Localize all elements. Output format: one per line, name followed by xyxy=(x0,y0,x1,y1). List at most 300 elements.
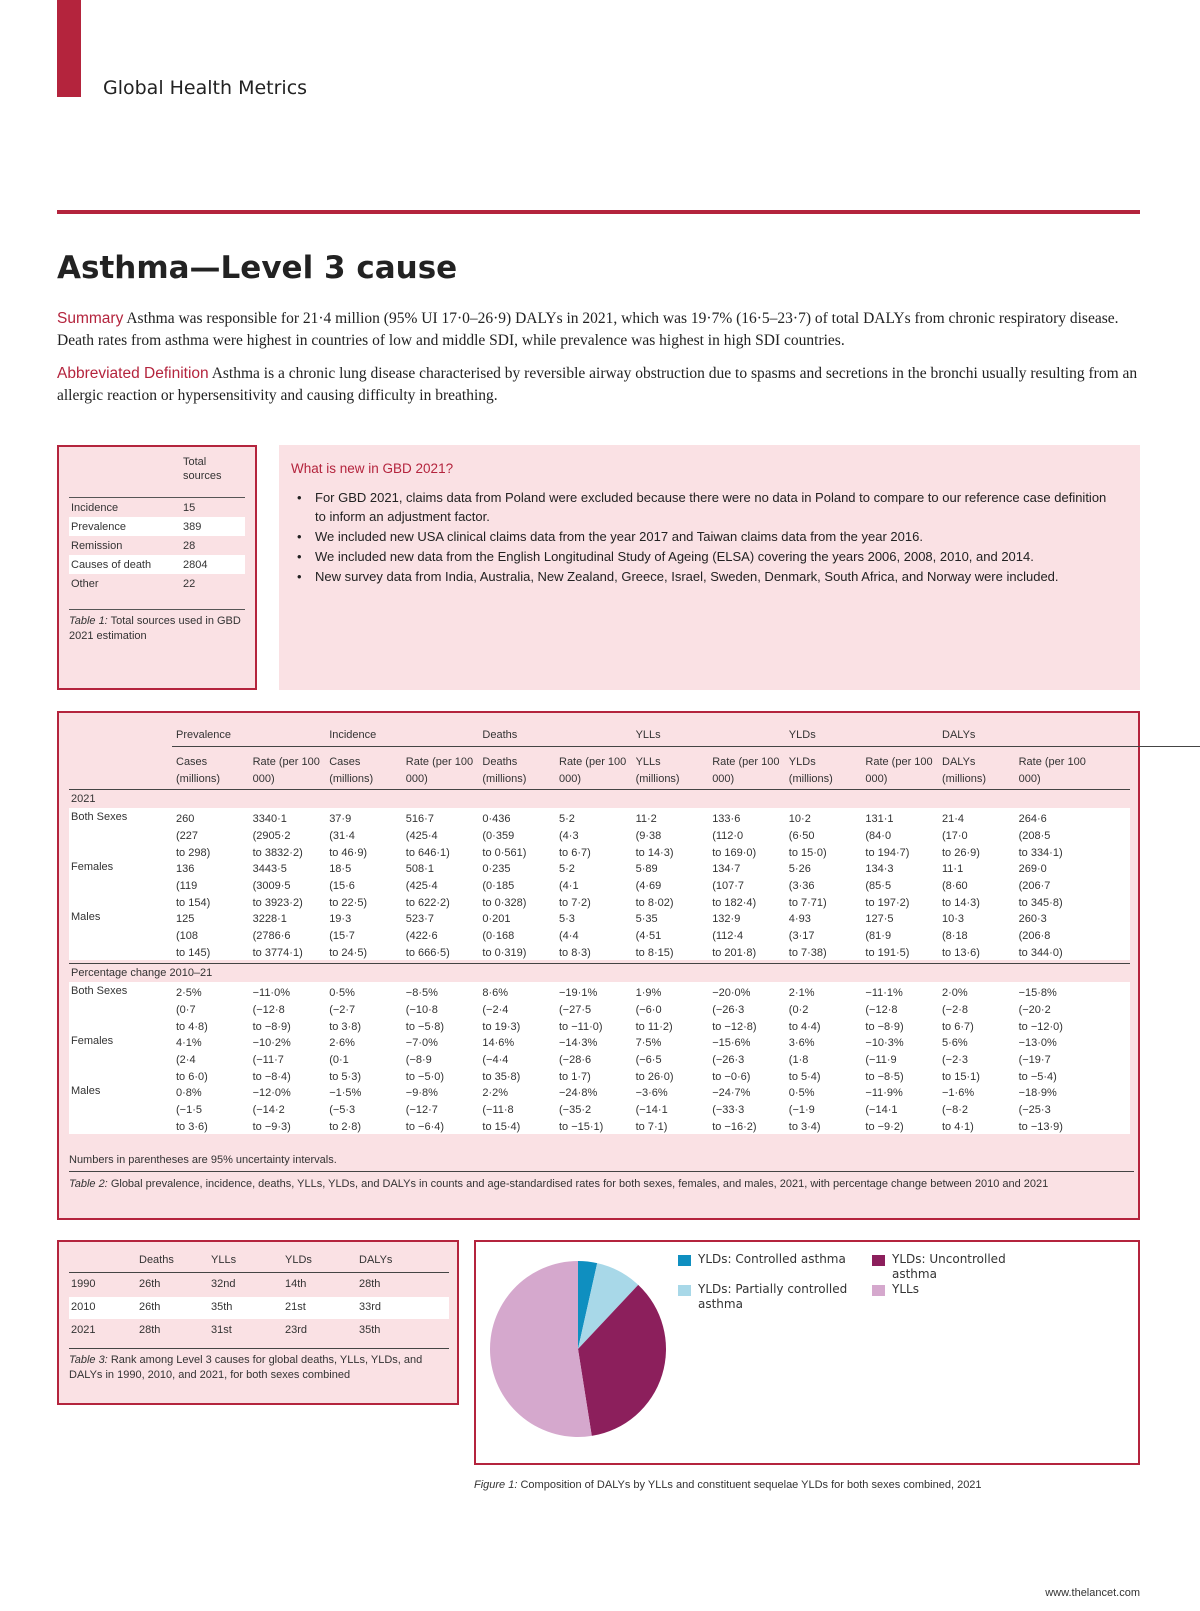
table2-cell xyxy=(789,811,827,862)
table2-cell-line: to −6·4) xyxy=(405,1121,445,1133)
table2-cell-line: (81·9 xyxy=(865,930,892,942)
table2-cell-line: 11·1 xyxy=(942,863,964,875)
table2-cell xyxy=(482,1085,520,1136)
table2-cell-line: (−28·6 xyxy=(559,1054,592,1066)
table2-cell-line: to −5·0) xyxy=(405,1071,445,1083)
table2-cell-line: (4·51 xyxy=(635,930,662,942)
table2-cell xyxy=(789,1085,821,1136)
table2-cell xyxy=(559,911,591,962)
table2-cell xyxy=(329,911,367,962)
table2-cell xyxy=(329,985,361,1036)
table2-cell xyxy=(942,911,980,962)
table3-row xyxy=(69,1274,449,1296)
table2-cell xyxy=(712,1035,750,1086)
table2-cell xyxy=(636,1035,674,1086)
table2-cell-line: 5·89 xyxy=(635,863,658,875)
table3-column-header: YLDs xyxy=(285,1254,312,1266)
table2-cell xyxy=(329,1085,361,1136)
table3-rank: 33rd xyxy=(359,1301,382,1313)
header-rule xyxy=(57,210,1140,214)
table2-cell-line: (0·359 xyxy=(482,830,515,842)
table2-cell-line: to 3·4) xyxy=(788,1121,821,1133)
table2-column-header: YLDs (millions) xyxy=(788,756,833,785)
table2-cell xyxy=(712,985,756,1036)
table2-cell xyxy=(942,985,974,1036)
table2-cell-line: to 154) xyxy=(176,897,211,909)
table2-cell-line: to 345·8) xyxy=(1018,897,1063,909)
table2-cell-line: to 191·5) xyxy=(865,947,910,959)
table3-rank: 14th xyxy=(285,1278,307,1290)
table3-rank: 23rd xyxy=(285,1324,308,1336)
table2-cell-line: to −5·4) xyxy=(1018,1071,1057,1083)
table1-row-label: Prevalence xyxy=(71,520,127,533)
table2-cell-line: (−35·2 xyxy=(559,1104,592,1116)
table2-cell xyxy=(712,811,756,862)
table2-section-label: Percentage change 2010–21 xyxy=(71,967,213,979)
table2-cell-line: −3·6% xyxy=(635,1087,668,1099)
table2-cell-line: (−25·3 xyxy=(1018,1104,1051,1116)
table2-column-header: DALYs (millions) xyxy=(942,756,986,785)
figure1-caption xyxy=(474,1479,982,1491)
table2-cell-line: (8·60 xyxy=(942,880,968,892)
table2-cell-line: (422·6 xyxy=(405,930,438,942)
table2-cell-line: (119 xyxy=(176,880,198,892)
table2-cell xyxy=(176,911,210,962)
table2-cell-line: 37·9 xyxy=(329,813,352,825)
table2-cell-line: 3443·5 xyxy=(252,863,287,875)
table1-row xyxy=(69,498,245,517)
table2-column-header: Rate (per 100 000) xyxy=(559,756,627,785)
table2-cell-line: (107·7 xyxy=(712,880,744,892)
table1-row-value: 2804 xyxy=(183,558,208,571)
table2-cell-line: 134·3 xyxy=(865,863,894,875)
table2-cell xyxy=(636,811,674,862)
table2-cell-line: (−20·2 xyxy=(1018,1004,1051,1016)
table2-cell-line: to 194·7) xyxy=(865,847,910,859)
table2-cell xyxy=(636,861,674,912)
figure1-caption-label: Figure 1: xyxy=(474,1479,518,1491)
table2-cell-line: (4·69 xyxy=(635,880,662,892)
table2-cell-line: (31·4 xyxy=(329,830,355,842)
table2-cell-line: to 14·3) xyxy=(635,847,674,859)
table2-cell-line: to 6·7) xyxy=(942,1021,974,1033)
table2-row-label: Males xyxy=(71,911,101,923)
table2-cell-line: (−6·5 xyxy=(635,1054,662,1066)
table2-cell-line: to 14·3) xyxy=(942,897,980,909)
table2-column-header: Rate (per 100 000) xyxy=(405,756,474,785)
table2-cell xyxy=(176,811,210,862)
table2-cell-line: 132·9 xyxy=(712,913,741,925)
table2-cell-line: 2·5% xyxy=(176,987,202,999)
table2-cell-line: 516·7 xyxy=(405,813,434,825)
table2-row-label: Males xyxy=(71,1085,101,1097)
table2-cell-line: 0·5% xyxy=(788,1087,815,1099)
table2-cell-line: 260·3 xyxy=(1018,913,1047,925)
table2-cell-line: 8·6% xyxy=(482,987,509,999)
table2-cell-line: (208·5 xyxy=(1018,830,1051,842)
table2-group-header: Prevalence xyxy=(176,729,232,741)
table2-cell xyxy=(789,861,827,912)
table2-cell-line: (425·4 xyxy=(405,830,438,842)
table2-cell xyxy=(789,985,821,1036)
table2-cell-line: (−14·1 xyxy=(865,1104,898,1116)
table2-cell-line: to 3832·2) xyxy=(252,847,303,859)
table2-cell-line: (425·4 xyxy=(405,880,438,892)
table2-cell-line: to 3774·1) xyxy=(252,947,303,959)
table2-cell-line: 2·0% xyxy=(942,987,968,999)
table2-caption-label: Table 2: xyxy=(69,1178,108,1190)
table2-cell-line: to −8·9) xyxy=(865,1021,904,1033)
table2-cell xyxy=(482,1035,520,1086)
legend-label: YLDs: Partially controlled asthma xyxy=(698,1282,848,1311)
footer-url: www.thelancet.com xyxy=(1045,1587,1140,1599)
table3-bottom-rule xyxy=(69,1348,449,1349)
table2-cell xyxy=(1019,811,1063,862)
summary-label: Summary xyxy=(57,310,124,327)
table1-header: Total sources xyxy=(183,456,222,482)
table2-cell-line: to −12·8) xyxy=(712,1021,757,1033)
table2-cell-line: −11·0% xyxy=(252,987,290,999)
table2-group-header: YLDs xyxy=(788,729,816,741)
table2-cell-line: (4·4 xyxy=(559,930,579,942)
table2-cell-line: (108 xyxy=(176,930,199,942)
table2-cell-line: to −9·3) xyxy=(252,1121,291,1133)
table2-cell-line: 5·6% xyxy=(942,1037,968,1049)
table2-cell-line: −13·0% xyxy=(1018,1037,1057,1049)
legend-item xyxy=(872,1282,1022,1314)
table2-cell-line: to 8·02) xyxy=(635,897,674,909)
section-title: Global Health Metrics xyxy=(103,77,308,99)
definition-label: Abbreviated Definition xyxy=(57,365,209,382)
page-title: Asthma—Level 3 cause xyxy=(57,250,458,286)
table2-column-header: Rate (per 100 000) xyxy=(252,756,320,785)
table2-group-header: Deaths xyxy=(482,729,518,741)
table2-cell-line: 508·1 xyxy=(405,863,434,875)
legend-label: YLDs: Controlled asthma xyxy=(698,1252,846,1266)
table2-cell xyxy=(789,1035,821,1086)
table2-cell-line: 5·26 xyxy=(788,863,811,875)
table2-cell xyxy=(253,861,303,912)
table2-cell xyxy=(253,1085,291,1136)
table2-cell-line: (1·8 xyxy=(788,1054,809,1066)
table2-cell xyxy=(865,861,909,912)
table2-cell-line: 260 xyxy=(176,813,195,825)
table2-cell-line: to 201·8) xyxy=(712,947,757,959)
table2-cell xyxy=(865,985,903,1036)
table2-cell xyxy=(559,1085,603,1136)
table2-cell xyxy=(482,985,520,1036)
table2-cell-line: to 7·1) xyxy=(635,1121,668,1133)
table2-column-header: YLLs (millions) xyxy=(635,756,680,785)
table2-cell-line: (−12·8 xyxy=(865,1004,898,1016)
table2-cell-line: 10·2 xyxy=(788,813,811,825)
table2-cell-line: 0·5% xyxy=(329,987,355,999)
table2-cell-line: −7·0% xyxy=(405,1037,438,1049)
table2-cell-line: to 666·5) xyxy=(405,947,450,959)
table1-row-label: Causes of death xyxy=(71,558,152,571)
table2-section-label: 2021 xyxy=(71,793,96,805)
table2-cell-line: to −8·5) xyxy=(865,1071,904,1083)
table2-group-rule xyxy=(172,746,1200,747)
table2-cell xyxy=(636,911,674,962)
table2-cell-line: (112·0 xyxy=(712,830,744,842)
table2-row-label: Both Sexes xyxy=(71,985,128,997)
table3-rank: 31st xyxy=(211,1324,232,1336)
table2-cell-line: (85·5 xyxy=(865,880,892,892)
table2-cell-line: (2905·2 xyxy=(252,830,291,842)
table2-cell xyxy=(1019,985,1063,1036)
table1-row-value: 15 xyxy=(183,501,196,514)
table2-cell-line: to 5·3) xyxy=(329,1071,361,1083)
table3-caption-label: Table 3: xyxy=(69,1354,108,1366)
table2-cell-line: −15·6% xyxy=(712,1037,751,1049)
table2-cell-line: −24·7% xyxy=(712,1087,751,1099)
table2-cell-line: to 11·2) xyxy=(635,1021,673,1033)
table2-cell-line: to −11·0) xyxy=(559,1021,603,1033)
table2-cell-line: (−33·3 xyxy=(712,1104,745,1116)
table2-cell-line: to −5·8) xyxy=(405,1021,445,1033)
table2-cell-line: 0·436 xyxy=(482,813,511,825)
table2-caption xyxy=(69,1171,1134,1193)
definition-text: Asthma is a chronic lung disease characterised by reversible airway obstruction due to spasms and secretions in the bronchi usually resulting from an allergic reaction or hypersensitivity and causing difficulty in breathing. xyxy=(57,365,1138,404)
table2-cell-line: 18·5 xyxy=(329,863,352,875)
table3-caption xyxy=(69,1353,449,1383)
table2-cell-line: to 5·4) xyxy=(788,1071,821,1083)
table3-header-rule xyxy=(69,1272,449,1273)
table3-rank: 35th xyxy=(211,1301,233,1313)
table1-caption-text: Total sources used in GBD 2021 estimation xyxy=(69,615,241,642)
table2-column-header: Cases (millions) xyxy=(329,756,374,785)
table3-column-header: YLLs xyxy=(211,1254,237,1266)
table2-cell-line: (−4·4 xyxy=(482,1054,509,1066)
legend-swatch xyxy=(678,1255,691,1266)
table2-cell-line: to 26·0) xyxy=(635,1071,674,1083)
table2-cell-line: to 3·8) xyxy=(329,1021,361,1033)
table2-cell-line: to 2·8) xyxy=(329,1121,361,1133)
table2-cell-line: 4·1% xyxy=(176,1037,202,1049)
table2-cell-line: −18·9% xyxy=(1018,1087,1057,1099)
table2-column-header: Rate (per 100 000) xyxy=(1018,756,1086,785)
table2-cell-line: 3228·1 xyxy=(252,913,287,925)
table2-cell-line: to 8·15) xyxy=(635,947,674,959)
table2-cell-line: −9·8% xyxy=(405,1087,438,1099)
table2-cell-line: to −12·0) xyxy=(1018,1021,1063,1033)
table2-cell-line: to 4·8) xyxy=(176,1021,208,1033)
table2-cell-line: −24·8% xyxy=(559,1087,598,1099)
whats-new-box xyxy=(279,445,1140,690)
table2-cell xyxy=(406,985,444,1036)
table2-cell xyxy=(865,811,909,862)
table2-cell-line: (84·0 xyxy=(865,830,892,842)
table2-cell-line: to 3923·2) xyxy=(252,897,303,909)
table3-year: 1990 xyxy=(71,1278,96,1290)
table2-cell-line: (0·185 xyxy=(482,880,515,892)
table2-cell-line: 4·93 xyxy=(788,913,811,925)
table2-group-header: YLLs xyxy=(635,729,661,741)
table2-cell-line: (3·36 xyxy=(788,880,815,892)
table1-caption xyxy=(69,609,245,644)
table2-cell-line: (0·168 xyxy=(482,930,515,942)
legend-label: YLDs: Uncontrolled asthma xyxy=(892,1252,1006,1281)
table2-cell xyxy=(329,1035,361,1086)
table2-cell-line: to 24·5) xyxy=(329,947,368,959)
table2-cell-line: 5·3 xyxy=(559,913,575,925)
table2-cell xyxy=(482,811,526,862)
table2-cell-line: to 169·0) xyxy=(712,847,757,859)
table2-cell-line: (−1·5 xyxy=(176,1104,202,1116)
table2-cell-line: (−10·8 xyxy=(405,1004,438,1016)
table2-cell-line: (6·50 xyxy=(788,830,815,842)
table2-cell-line: (2·4 xyxy=(176,1054,196,1066)
table2-cell-line: 125 xyxy=(176,913,195,925)
table2-cell-line: (−2·4 xyxy=(482,1004,509,1016)
table1-row-value: 28 xyxy=(183,539,196,552)
table2-cell-line: 14·6% xyxy=(482,1037,515,1049)
whats-new-item: • We included new USA clinical claims data from the year 2017 and Taiwan claims data from the year 2016. xyxy=(291,527,1111,546)
table2-cell-line: to 15·4) xyxy=(482,1121,521,1133)
table1-row xyxy=(69,517,245,536)
table2-cell-line: 133·6 xyxy=(712,813,741,825)
table2-cell-line: (−12·8 xyxy=(252,1004,285,1016)
table2-row-label: Females xyxy=(71,1035,114,1047)
table2-cell-line: to 622·2) xyxy=(405,897,450,909)
whats-new-item: • We included new data from the English Longitudinal Study of Ageing (ELSA) covering the years 2006, 2008, 2010, and 2014. xyxy=(291,547,1111,566)
table2-cell xyxy=(1019,1035,1057,1086)
table2-cell-line: −11·1% xyxy=(865,987,903,999)
table2-cell-line: −15·8% xyxy=(1018,987,1057,999)
table2-cell-line: (2786·6 xyxy=(252,930,291,942)
table1-row xyxy=(69,555,245,574)
table2-cell-line: (3·17 xyxy=(788,930,815,942)
table2-cell xyxy=(942,861,980,912)
table2-cell-line: 134·7 xyxy=(712,863,741,875)
table2-cell-line: 11·2 xyxy=(635,813,657,825)
table2-cell xyxy=(482,911,526,962)
table2-cell-line: (−1·9 xyxy=(788,1104,815,1116)
whats-new-title: What is new in GBD 2021? xyxy=(291,461,454,476)
table2-cell-line: to 298) xyxy=(176,847,211,859)
table2-cell-line: to 4·4) xyxy=(788,1021,821,1033)
table2-cell-line: to 6·7) xyxy=(559,847,591,859)
table3-year: 2010 xyxy=(71,1301,96,1313)
table2-cell-line: to 13·6) xyxy=(942,947,980,959)
table2-section-rule xyxy=(69,789,1130,790)
table2-cell-line: (112·4 xyxy=(712,930,744,942)
table1-row xyxy=(69,574,245,593)
table3-row xyxy=(69,1320,449,1342)
table2-cell-line: to 7·38) xyxy=(788,947,827,959)
table2-cell-line: to 6·0) xyxy=(176,1071,208,1083)
table2-column-header: Cases (millions) xyxy=(176,756,220,785)
table2-cell-line: −10·2% xyxy=(252,1037,291,1049)
table2-cell-line: to 197·2) xyxy=(865,897,910,909)
table2-cell-line: to 334·1) xyxy=(1018,847,1063,859)
legend-swatch xyxy=(872,1255,885,1266)
summary-text: Asthma was responsible for 21·4 million (95% UI 17·0–26·9) DALYs in 2021, which was 19·7% (16·5–23·7) of total DALYs from chronic respiratory disease. Death rates from asthma were highest in countries of low and middle SDI, while prevalence was highest in high SDI countries. xyxy=(57,310,1119,349)
table2-cell-line: (206·7 xyxy=(1018,880,1051,892)
table2-grid xyxy=(59,713,1138,1218)
table2-cell-line: −12·0% xyxy=(252,1087,291,1099)
table2-cell-line: to −0·6) xyxy=(712,1071,751,1083)
table3-row xyxy=(69,1297,449,1319)
table2-cell-line: 127·5 xyxy=(865,913,894,925)
table2-cell-line: to 3·6) xyxy=(176,1121,208,1133)
table2-cell-line: to −15·1) xyxy=(559,1121,604,1133)
table2-cell-line: to 145) xyxy=(176,947,211,959)
table2-cell-line: to 0·561) xyxy=(482,847,527,859)
table2-cell-line: 3340·1 xyxy=(252,813,287,825)
table2-cell-line: (−14·2 xyxy=(252,1104,285,1116)
table2-cell-line: −1·6% xyxy=(942,1087,975,1099)
table2-cell-line: (8·18 xyxy=(942,930,968,942)
definition-paragraph xyxy=(57,363,1140,407)
table2-cell-line: to 344·0) xyxy=(1018,947,1063,959)
table2-cell xyxy=(406,911,450,962)
table2-section-rule xyxy=(69,963,1130,964)
table2-cell xyxy=(559,861,591,912)
table2-cell xyxy=(559,1035,597,1086)
table2-cell-line: 136 xyxy=(176,863,195,875)
table2-cell xyxy=(482,861,526,912)
table2-cell xyxy=(942,1035,980,1086)
table2-cell-line: (−6·0 xyxy=(635,1004,662,1016)
table2-cell-line: 2·6% xyxy=(329,1037,355,1049)
table2-cell-line: 2·2% xyxy=(482,1087,509,1099)
table2-cell-line: 10·3 xyxy=(942,913,965,925)
table2-cell xyxy=(712,861,756,912)
table2-cell-line: to 35·8) xyxy=(482,1071,521,1083)
table2-cell xyxy=(406,811,450,862)
summary-paragraph xyxy=(57,308,1140,352)
table2-cell-line: to −16·2) xyxy=(712,1121,757,1133)
table2-cell-line: 264·6 xyxy=(1018,813,1047,825)
table2-cell-line: 0·8% xyxy=(176,1087,202,1099)
table2-cell-line: (0·2 xyxy=(788,1004,809,1016)
table2-cell-line: to 0·319) xyxy=(482,947,527,959)
table3-column-header: Deaths xyxy=(139,1254,174,1266)
table2-cell-line: 5·35 xyxy=(635,913,658,925)
table2-cell-line: 3·6% xyxy=(788,1037,815,1049)
table2-cell-line: 523·7 xyxy=(405,913,434,925)
legend-item xyxy=(678,1282,863,1314)
table2-group-header: DALYs xyxy=(942,729,976,741)
table3-rank: 28th xyxy=(139,1324,161,1336)
table2-cell xyxy=(865,911,909,962)
table1-caption-label: Table 1: xyxy=(69,615,108,627)
table2-cell-line: −14·3% xyxy=(559,1037,598,1049)
table2-cell-line: 7·5% xyxy=(635,1037,662,1049)
table2-cell-line: (−14·1 xyxy=(635,1104,668,1116)
table2-cell-line: to 182·4) xyxy=(712,897,757,909)
table3-rank: 21st xyxy=(285,1301,306,1313)
whats-new-item: • For GBD 2021, claims data from Poland were excluded because there were no data in Poland to compare to our reference case definition to inform an adjustment factor. xyxy=(291,488,1111,526)
table2-cell-line: (−5·3 xyxy=(329,1104,356,1116)
table2-cell-line: to 646·1) xyxy=(405,847,450,859)
table2-cell-line: (−8·9 xyxy=(405,1054,432,1066)
table2-cell-line: to −13·9) xyxy=(1018,1121,1063,1133)
table2-cell xyxy=(1019,861,1063,912)
table2-cell-line: (15·6 xyxy=(329,880,355,892)
table2-cell-line: −1·5% xyxy=(329,1087,362,1099)
table2-cell-line: to 22·5) xyxy=(329,897,368,909)
table1-row-value: 389 xyxy=(183,520,202,533)
table2-cell-line: to 8·3) xyxy=(559,947,591,959)
table2-cell-line: to 7·71) xyxy=(788,897,827,909)
table2-cell xyxy=(1019,1085,1063,1136)
table3-rank: 26th xyxy=(139,1278,161,1290)
table3-rank: 28th xyxy=(359,1278,381,1290)
table2-cell-line: (227 xyxy=(176,830,199,842)
